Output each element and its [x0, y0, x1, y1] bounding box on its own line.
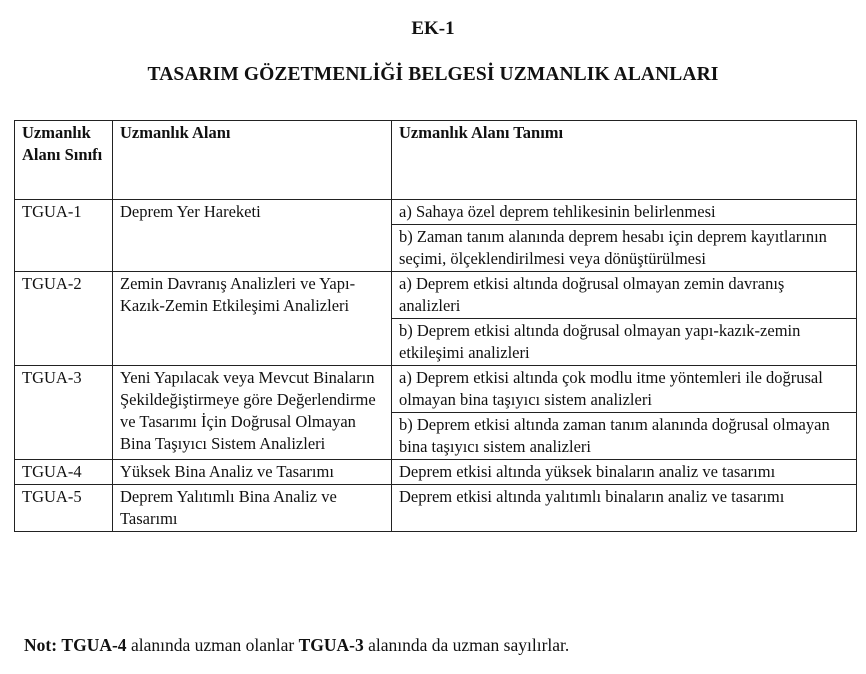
row-definition: b) Deprem etkisi altında doğrusal olmayan yapı-kazık-zemin etkileşimi analizleri — [392, 319, 857, 366]
row-area: Yeni Yapılacak veya Mevcut Binaların Şekildeğiştirmeye göre Değerlendirme ve Tasarımı İçin Doğrusal Olmayan Bina Taşıyıcı Sistem Analizleri — [113, 366, 392, 460]
header-definition: Uzmanlık Alanı Tanımı — [392, 121, 857, 200]
row-area: Zemin Davranış Analizleri ve Yapı-Kazık-Zemin Etkileşimi Analizleri — [113, 272, 392, 366]
row-code: TGUA-3 — [15, 366, 113, 460]
header-area: Uzmanlık Alanı — [113, 121, 392, 200]
row-code: TGUA-4 — [15, 460, 113, 485]
row-code: TGUA-1 — [15, 200, 113, 272]
row-definition: a) Sahaya özel deprem tehlikesinin belirlenmesi — [392, 200, 857, 225]
row-area: Deprem Yalıtımlı Bina Analiz ve Tasarımı — [113, 485, 392, 532]
row-area: Deprem Yer Hareketi — [113, 200, 392, 272]
table-row — [15, 366, 857, 413]
note-text-2: alanında da uzman sayılırlar. — [368, 635, 570, 655]
note-text-1: alanında uzman olanlar — [130, 635, 295, 655]
row-definition: b) Deprem etkisi altında zaman tanım alanında doğrusal olmayan bina taşıyıcı sistem analizleri — [392, 413, 857, 460]
appendix-label: EK-1 — [411, 18, 455, 39]
row-area: Yüksek Bina Analiz ve Tasarımı — [113, 460, 392, 485]
row-code: TGUA-5 — [15, 485, 113, 532]
row-code: TGUA-2 — [15, 272, 113, 366]
row-definition: b) Zaman tanım alanında deprem hesabı için deprem kayıtlarının seçimi, ölçeklendirilmesi veya dönüştürülmesi — [392, 225, 857, 272]
note-code-1: TGUA-4 — [61, 635, 127, 655]
table-row — [15, 200, 857, 225]
expertise-table — [14, 120, 857, 532]
footnote — [24, 635, 569, 656]
row-definition: Deprem etkisi altında yalıtımlı binaların analiz ve tasarımı — [392, 485, 857, 532]
table-row — [15, 460, 857, 485]
page-title: TASARIM GÖZETMENLİĞİ BELGESİ UZMANLIK ALANLARI — [147, 64, 719, 85]
note-code-2: TGUA-3 — [298, 635, 364, 655]
row-definition: Deprem etkisi altında yüksek binaların analiz ve tasarımı — [392, 460, 857, 485]
table-row — [15, 272, 857, 319]
table-row — [15, 485, 857, 532]
row-definition: a) Deprem etkisi altında çok modlu itme yöntemleri ile doğrusal olmayan bina taşıyıcı sistem analizleri — [392, 366, 857, 413]
header-class: Uzmanlık Alanı Sınıfı — [15, 121, 113, 200]
table-header-row — [15, 121, 857, 200]
note-label: Not: — [24, 635, 58, 655]
row-definition: a) Deprem etkisi altında doğrusal olmayan zemin davranış analizleri — [392, 272, 857, 319]
